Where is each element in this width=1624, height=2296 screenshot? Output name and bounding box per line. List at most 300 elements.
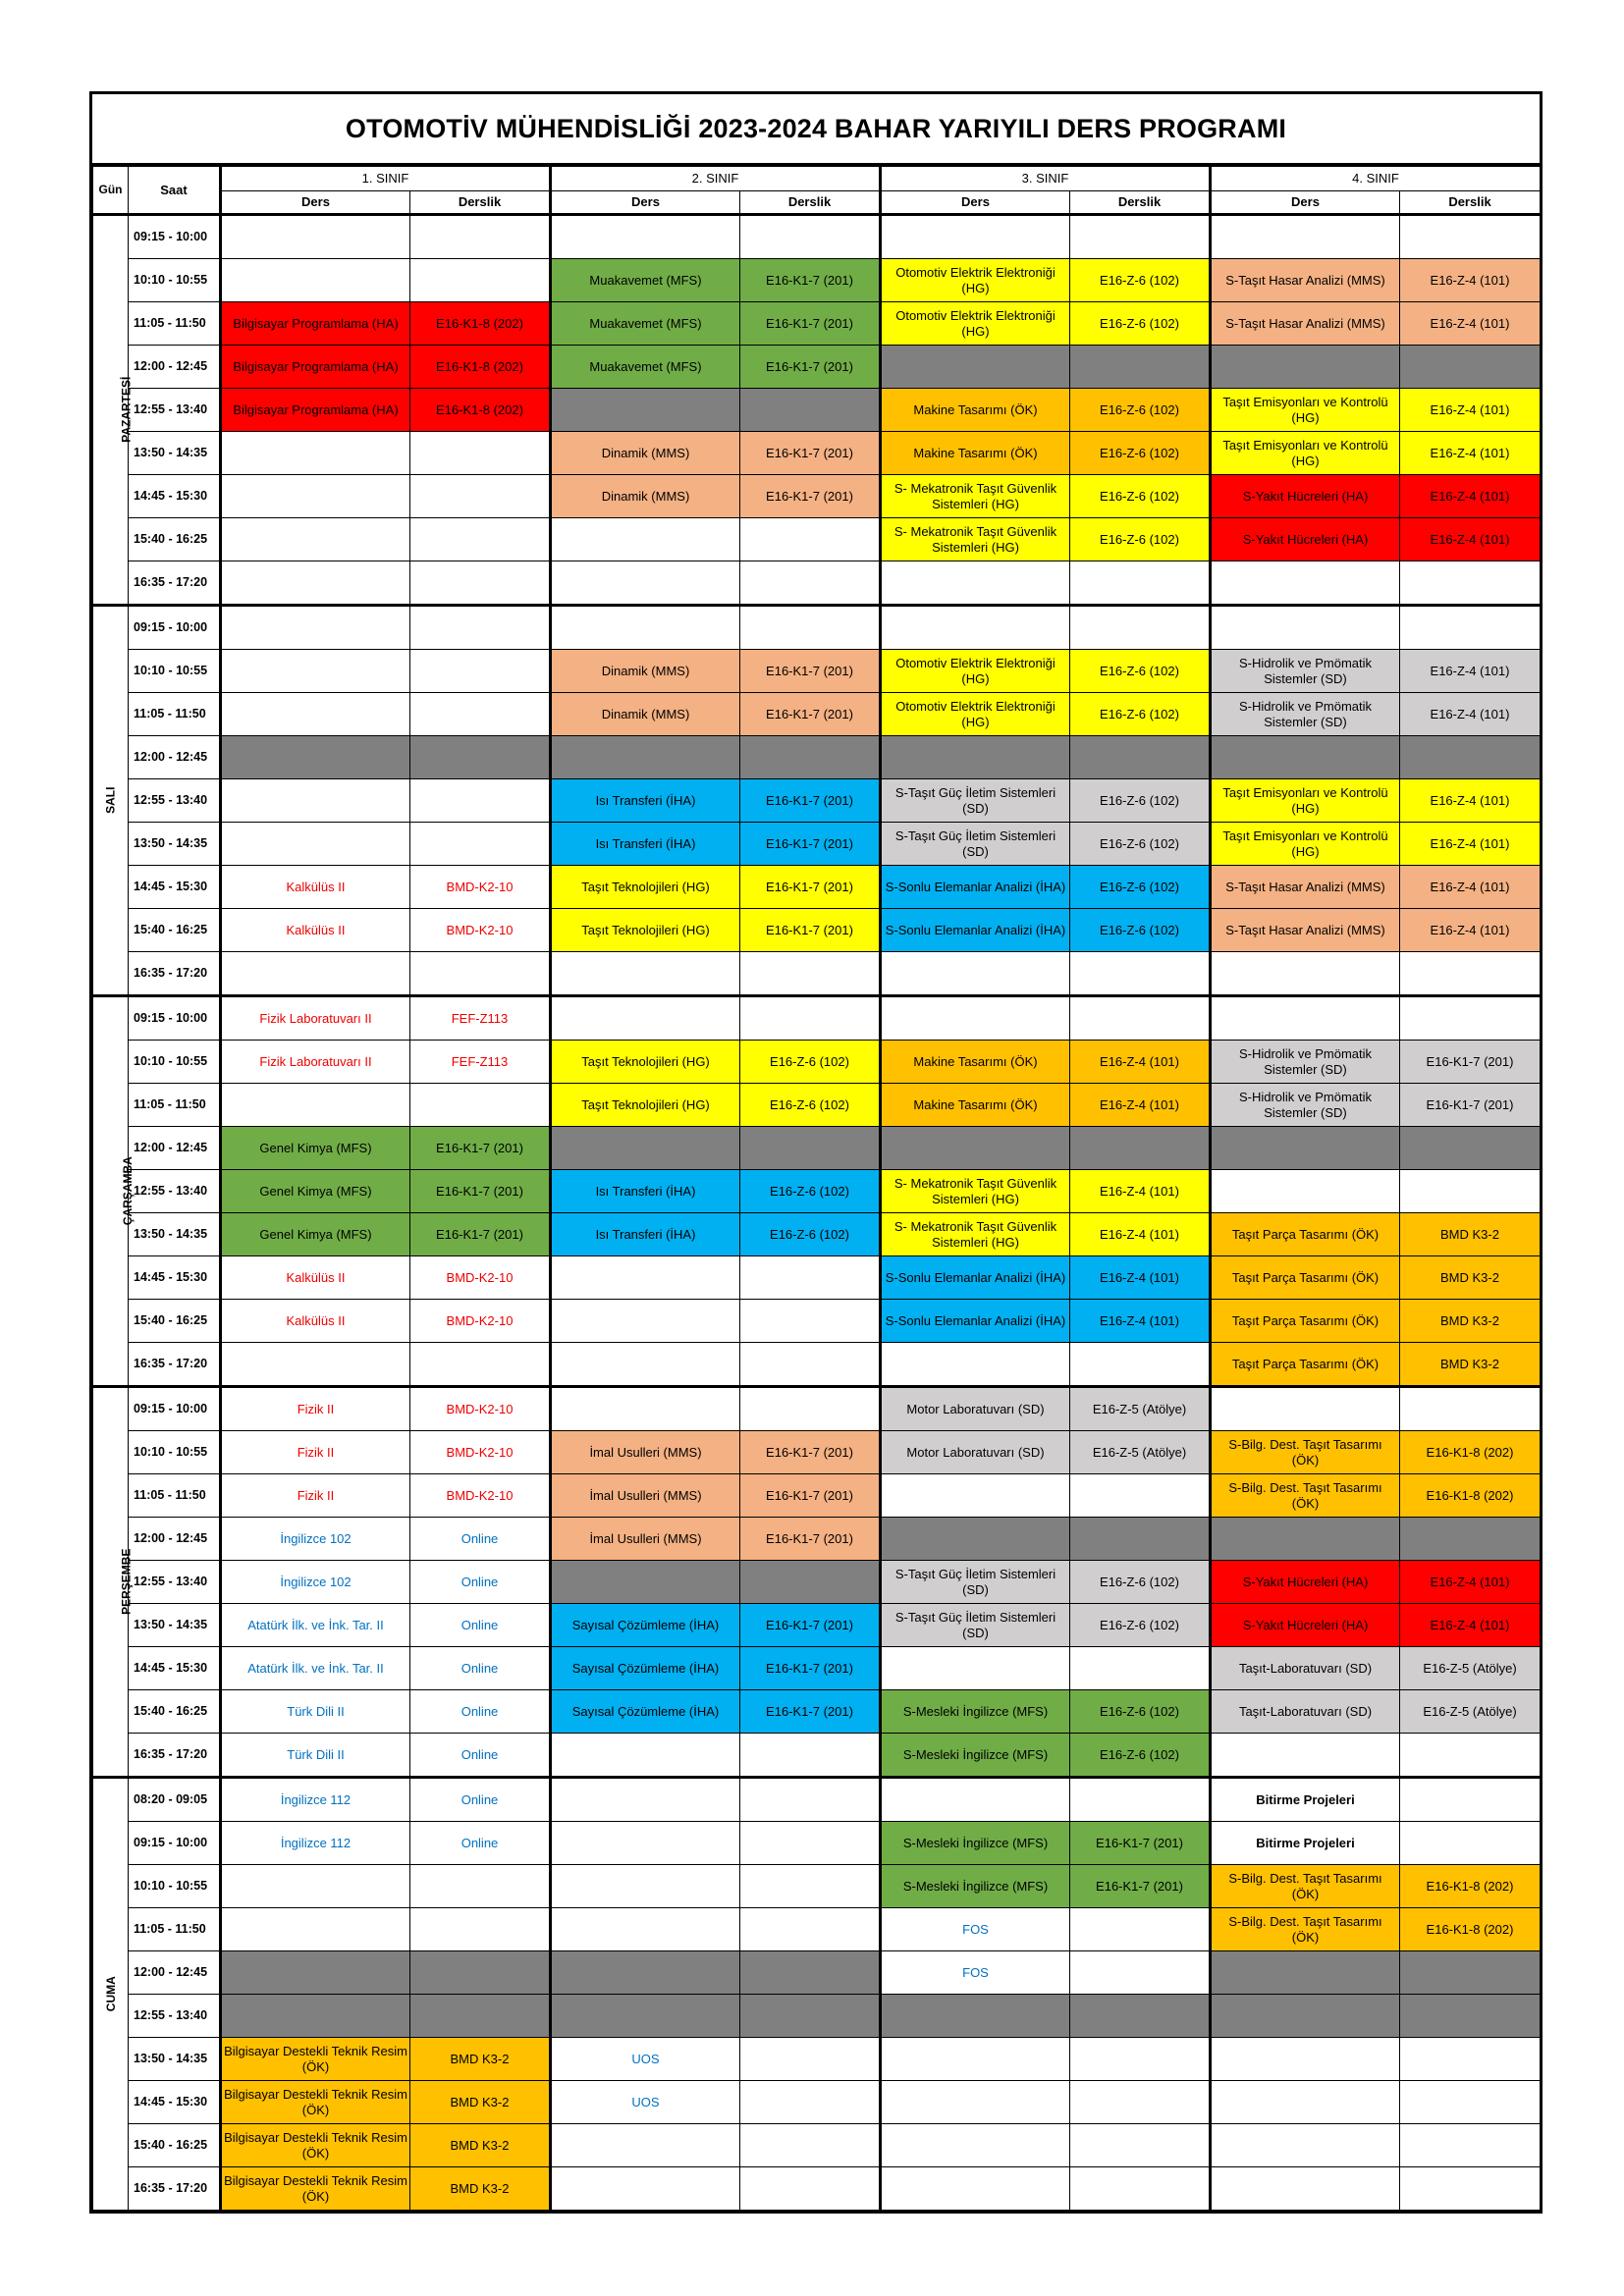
header-ders: Ders [881,191,1070,215]
room-cell: E16-K1-7 (201) [740,302,881,346]
course-cell: Isı Transferi (İHA) [551,1213,740,1256]
course-cell: UOS [551,2081,740,2124]
course-cell: S-Yakıt Hücreleri (HA) [1211,475,1400,518]
time-slot: 09:15 - 10:00 [129,996,221,1041]
course-cell: Dinamik (MMS) [551,693,740,736]
course-cell [551,606,740,650]
room-cell: BMD-K2-10 [410,866,551,909]
time-slot: 15:40 - 16:25 [129,2124,221,2167]
room-cell [410,1343,551,1387]
course-cell: FOS [881,1951,1070,1995]
time-slot: 12:00 - 12:45 [129,1127,221,1170]
course-cell [221,823,410,866]
course-cell: S-Bilg. Dest. Taşıt Tasarımı (ÖK) [1211,1431,1400,1474]
schedule-table [92,166,1541,2211]
course-cell [221,215,410,259]
course-cell: Kalkülüs II [221,909,410,952]
course-cell: Taşıt Emisyonları ve Kontrolü (HG) [1211,432,1400,475]
course-cell [551,518,740,561]
room-cell: E16-Z-4 (101) [1400,1604,1541,1647]
room-cell [740,1127,881,1170]
room-cell [1070,1995,1211,2038]
header-derslik: Derslik [410,191,551,215]
course-cell: Bilgisayar Destekli Teknik Resim (ÖK) [221,2167,410,2211]
course-cell: Genel Kimya (MFS) [221,1170,410,1213]
page-title: OTOMOTİV MÜHENDİSLİĞİ 2023-2024 BAHAR YARIYILI DERS PROGRAMI [92,94,1540,166]
room-cell: E16-Z-4 (101) [1400,518,1541,561]
room-cell: E16-Z-5 (Atölye) [1400,1647,1541,1690]
room-cell: E16-K1-7 (201) [1070,1822,1211,1865]
time-slot: 15:40 - 16:25 [129,1300,221,1343]
time-slot: 11:05 - 11:50 [129,1908,221,1951]
room-cell [1070,1343,1211,1387]
schedule-row [93,823,1541,866]
room-cell [1070,1951,1211,1995]
course-cell [221,259,410,302]
room-cell: E16-Z-6 (102) [740,1213,881,1256]
course-cell: S-Taşıt Hasar Analizi (MMS) [1211,909,1400,952]
room-cell [1070,606,1211,650]
course-cell: Makine Tasarımı (ÖK) [881,1041,1070,1084]
course-cell [881,2081,1070,2124]
room-cell: Online [410,1604,551,1647]
course-cell: Dinamik (MMS) [551,432,740,475]
schedule-row [93,1778,1541,1822]
header-class-4: 4. SINIF [1211,167,1541,191]
course-cell [551,1387,740,1431]
course-cell: Otomotiv Elektrik Elektroniği (HG) [881,259,1070,302]
course-cell [881,561,1070,606]
course-cell: Sayısal Çözümleme (İHA) [551,1647,740,1690]
room-cell: E16-Z-6 (102) [740,1041,881,1084]
room-cell: E16-Z-6 (102) [1070,823,1211,866]
header-saat: Saat [129,167,221,215]
time-slot: 16:35 - 17:20 [129,1734,221,1778]
course-cell: S-Mesleki İngilizce (MFS) [881,1734,1070,1778]
course-cell [1211,1951,1400,1995]
schedule-row [93,1084,1541,1127]
room-cell: E16-K1-7 (201) [1400,1084,1541,1127]
course-cell: Sayısal Çözümleme (İHA) [551,1604,740,1647]
room-cell [1070,2124,1211,2167]
room-cell: E16-K1-7 (201) [740,909,881,952]
course-cell: Taşıt Parça Tasarımı (ÖK) [1211,1300,1400,1343]
time-slot: 10:10 - 10:55 [129,1865,221,1908]
room-cell [1400,561,1541,606]
room-cell: E16-Z-4 (101) [1400,432,1541,475]
course-cell: Fizik II [221,1387,410,1431]
course-cell [881,2167,1070,2211]
course-cell: Dinamik (MMS) [551,475,740,518]
course-cell: S-Mesleki İngilizce (MFS) [881,1690,1070,1734]
schedule-row [93,1518,1541,1561]
room-cell: E16-K1-7 (201) [740,779,881,823]
time-slot: 13:50 - 14:35 [129,432,221,475]
room-cell: BMD-K2-10 [410,1387,551,1431]
room-cell [740,2124,881,2167]
room-cell [1400,215,1541,259]
course-cell: Bilgisayar Programlama (HA) [221,389,410,432]
schedule-row [93,1647,1541,1690]
room-cell: BMD K3-2 [410,2124,551,2167]
room-cell: Online [410,1690,551,1734]
course-cell: Genel Kimya (MFS) [221,1127,410,1170]
room-cell [410,215,551,259]
course-cell: Bilgisayar Programlama (HA) [221,302,410,346]
course-cell: S-Hidrolik ve Pmömatik Sistemler (SD) [1211,1041,1400,1084]
course-cell [881,1343,1070,1387]
schedule-row [93,1995,1541,2038]
room-cell [410,693,551,736]
schedule-row [93,996,1541,1041]
room-cell [740,518,881,561]
room-cell: Online [410,1822,551,1865]
room-cell [1400,952,1541,996]
course-cell [1211,346,1400,389]
room-cell: Online [410,1518,551,1561]
room-cell [1070,346,1211,389]
room-cell [740,1300,881,1343]
course-cell [551,1734,740,1778]
room-cell: E16-Z-4 (101) [1070,1041,1211,1084]
room-cell: E16-K1-8 (202) [1400,1474,1541,1518]
header-ders: Ders [1211,191,1400,215]
room-cell [1400,1951,1541,1995]
room-cell: E16-Z-6 (102) [1070,1604,1211,1647]
room-cell: E16-K1-7 (201) [740,823,881,866]
room-cell: E16-Z-6 (102) [1070,302,1211,346]
day-name: ÇARŞAMBA [120,1156,135,1226]
room-cell: Online [410,1734,551,1778]
course-cell [551,1343,740,1387]
room-cell: E16-K1-7 (201) [1400,1041,1541,1084]
course-cell [221,1084,410,1127]
room-cell: FEF-Z113 [410,1041,551,1084]
course-cell [881,346,1070,389]
time-slot: 15:40 - 16:25 [129,1690,221,1734]
room-cell: E16-Z-6 (102) [1070,779,1211,823]
course-cell [881,1518,1070,1561]
time-slot: 11:05 - 11:50 [129,1474,221,1518]
room-cell: E16-Z-4 (101) [1400,1561,1541,1604]
day-label [93,215,134,606]
room-cell [410,1951,551,1995]
course-cell: S-Mesleki İngilizce (MFS) [881,1865,1070,1908]
schedule-row [93,1734,1541,1778]
room-cell [1070,1127,1211,1170]
room-cell: Online [410,1778,551,1822]
room-cell [1400,2167,1541,2211]
room-cell [410,1995,551,2038]
room-cell: FEF-Z113 [410,996,551,1041]
course-cell: Bilgisayar Destekli Teknik Resim (ÖK) [221,2124,410,2167]
room-cell: E16-K1-7 (201) [740,1431,881,1474]
time-slot: 08:20 - 09:05 [129,1778,221,1822]
room-cell: E16-K1-8 (202) [1400,1431,1541,1474]
room-cell [1400,346,1541,389]
course-cell [221,650,410,693]
course-cell: Otomotiv Elektrik Elektroniği (HG) [881,693,1070,736]
course-cell [1211,996,1400,1041]
room-cell: E16-Z-6 (102) [1070,650,1211,693]
course-cell [551,1256,740,1300]
course-cell [551,1127,740,1170]
course-cell: S-Taşıt Hasar Analizi (MMS) [1211,302,1400,346]
room-cell [740,1561,881,1604]
room-cell: E16-Z-4 (101) [1070,1213,1211,1256]
course-cell: Bilgisayar Destekli Teknik Resim (ÖK) [221,2038,410,2081]
course-cell [221,736,410,779]
course-cell: Makine Tasarımı (ÖK) [881,389,1070,432]
room-cell [410,475,551,518]
course-cell [221,432,410,475]
room-cell [1400,1170,1541,1213]
time-slot: 11:05 - 11:50 [129,693,221,736]
room-cell: Online [410,1561,551,1604]
course-cell: Isı Transferi (İHA) [551,1170,740,1213]
schedule-row [93,1256,1541,1300]
room-cell: E16-K1-7 (201) [740,693,881,736]
room-cell [740,952,881,996]
course-cell: Taşıt Teknolojileri (HG) [551,1041,740,1084]
header-derslik: Derslik [1070,191,1211,215]
course-cell: S-Hidrolik ve Pmömatik Sistemler (SD) [1211,1084,1400,1127]
course-cell: İngilizce 112 [221,1778,410,1822]
room-cell [740,1778,881,1822]
course-cell [1211,1995,1400,2038]
room-cell [740,1908,881,1951]
course-cell [551,1822,740,1865]
room-cell: BMD K3-2 [1400,1343,1541,1387]
room-cell [740,736,881,779]
room-cell [1400,1518,1541,1561]
room-cell: E16-Z-6 (102) [1070,475,1211,518]
course-cell [881,996,1070,1041]
schedule-row [93,2038,1541,2081]
schedule-row [93,909,1541,952]
time-slot: 10:10 - 10:55 [129,1041,221,1084]
room-cell: BMD K3-2 [410,2167,551,2211]
room-cell [410,650,551,693]
course-cell: S-Taşıt Hasar Analizi (MMS) [1211,259,1400,302]
course-cell [221,1995,410,2038]
course-cell [881,606,1070,650]
course-cell [551,1995,740,2038]
room-cell [410,1908,551,1951]
room-cell: E16-Z-5 (Atölye) [1070,1431,1211,1474]
room-cell [1400,1387,1541,1431]
course-cell: Sayısal Çözümleme (İHA) [551,1690,740,1734]
schedule-row [93,2081,1541,2124]
course-cell [221,606,410,650]
room-cell [1070,215,1211,259]
course-cell: Fizik II [221,1474,410,1518]
schedule-row [93,302,1541,346]
room-cell [1070,1778,1211,1822]
schedule-row [93,952,1541,996]
course-cell: Türk Dili II [221,1690,410,1734]
course-cell [221,952,410,996]
room-cell [1070,2038,1211,2081]
room-cell: BMD K3-2 [1400,1213,1541,1256]
schedule-row [93,1300,1541,1343]
day-label [93,1778,129,2211]
time-slot: 14:45 - 15:30 [129,1256,221,1300]
course-cell: S- Mekatronik Taşıt Güvenlik Sistemleri (HG) [881,475,1070,518]
room-cell [740,389,881,432]
course-cell [221,1951,410,1995]
room-cell: E16-Z-6 (102) [740,1084,881,1127]
time-slot: 16:35 - 17:20 [129,2167,221,2211]
time-slot: 12:00 - 12:45 [129,1951,221,1995]
room-cell [740,2081,881,2124]
time-slot: 16:35 - 17:20 [129,1343,221,1387]
room-cell: BMD K3-2 [410,2038,551,2081]
room-cell [1400,1127,1541,1170]
course-cell: Taşıt Teknolojileri (HG) [551,909,740,952]
room-cell: BMD-K2-10 [410,1474,551,1518]
course-cell: Taşıt Teknolojileri (HG) [551,866,740,909]
room-cell: BMD K3-2 [1400,1256,1541,1300]
schedule-row [93,693,1541,736]
schedule-row [93,1343,1541,1387]
room-cell: E16-K1-7 (201) [740,1604,881,1647]
room-cell [1400,1995,1541,2038]
time-slot: 13:50 - 14:35 [129,1213,221,1256]
room-cell [1070,996,1211,1041]
room-cell [1400,2081,1541,2124]
room-cell: E16-Z-4 (101) [1400,909,1541,952]
schedule-row [93,518,1541,561]
schedule-row [93,475,1541,518]
course-cell [881,952,1070,996]
room-cell: BMD-K2-10 [410,1431,551,1474]
day-name: CUMA [103,1976,118,2012]
room-cell [1400,1734,1541,1778]
room-cell: E16-K1-8 (202) [410,302,551,346]
room-cell: E16-Z-4 (101) [1070,1170,1211,1213]
course-cell: S-Taşıt Güç İletim Sistemleri (SD) [881,823,1070,866]
course-cell: Taşıt Parça Tasarımı (ÖK) [1211,1343,1400,1387]
room-cell: E16-Z-4 (101) [1400,779,1541,823]
course-cell [551,952,740,996]
course-cell [221,561,410,606]
room-cell [740,1822,881,1865]
room-cell [1070,1518,1211,1561]
course-cell [1211,736,1400,779]
header-class-1: 1. SINIF [221,167,551,191]
course-cell: Fizik II [221,1431,410,1474]
room-cell [1070,2081,1211,2124]
room-cell [1400,606,1541,650]
room-cell: E16-Z-6 (102) [1070,389,1211,432]
course-cell [221,1865,410,1908]
schedule-row [93,561,1541,606]
room-cell [740,1256,881,1300]
schedule-row [93,2167,1541,2211]
room-cell [410,823,551,866]
room-cell [410,952,551,996]
room-cell [740,1343,881,1387]
schedule-row [93,1690,1541,1734]
course-cell: Taşıt Emisyonları ve Kontrolü (HG) [1211,389,1400,432]
course-cell [1211,1387,1400,1431]
room-cell [410,561,551,606]
time-slot: 11:05 - 11:50 [129,302,221,346]
course-cell [551,2124,740,2167]
schedule-row [93,606,1541,650]
time-slot: 12:55 - 13:40 [129,1170,221,1213]
course-cell: İmal Usulleri (MMS) [551,1518,740,1561]
room-cell: E16-Z-4 (101) [1400,650,1541,693]
course-cell: Kalkülüs II [221,1300,410,1343]
room-cell [1400,2124,1541,2167]
schedule-row [93,650,1541,693]
room-cell: E16-K1-7 (201) [410,1213,551,1256]
course-cell: Taşıt Parça Tasarımı (ÖK) [1211,1213,1400,1256]
time-slot: 13:50 - 14:35 [129,2038,221,2081]
course-cell [1211,1170,1400,1213]
time-slot: 13:50 - 14:35 [129,823,221,866]
room-cell: BMD K3-2 [410,2081,551,2124]
room-cell [1070,736,1211,779]
course-cell: S-Bilg. Dest. Taşıt Tasarımı (ÖK) [1211,1908,1400,1951]
room-cell [740,2038,881,2081]
room-cell: E16-Z-6 (102) [1070,909,1211,952]
schedule-row [93,1474,1541,1518]
schedule-row [93,779,1541,823]
course-cell [551,1865,740,1908]
room-cell [740,215,881,259]
course-cell: Taşıt-Laboratuvarı (SD) [1211,1647,1400,1690]
course-cell: Muakavemet (MFS) [551,259,740,302]
time-slot: 12:55 - 13:40 [129,1995,221,2038]
room-cell [740,606,881,650]
time-slot: 15:40 - 16:25 [129,909,221,952]
schedule-row [93,215,1541,259]
room-cell: E16-Z-6 (102) [740,1170,881,1213]
room-cell: E16-K1-7 (201) [740,259,881,302]
room-cell: E16-Z-6 (102) [1070,518,1211,561]
course-cell: Kalkülüs II [221,1256,410,1300]
time-slot: 12:00 - 12:45 [129,1518,221,1561]
course-cell [1211,215,1400,259]
room-cell [410,518,551,561]
room-cell [1070,1908,1211,1951]
schedule-row [93,1041,1541,1084]
course-cell: Dinamik (MMS) [551,650,740,693]
course-cell [551,1908,740,1951]
course-cell [881,2124,1070,2167]
course-cell [551,736,740,779]
room-cell: E16-K1-7 (201) [410,1127,551,1170]
room-cell [1070,561,1211,606]
schedule-row [93,2124,1541,2167]
time-slot: 12:00 - 12:45 [129,346,221,389]
time-slot: 16:35 - 17:20 [129,952,221,996]
course-cell: Motor Laboratuvarı (SD) [881,1431,1070,1474]
course-cell: S-Taşıt Hasar Analizi (MMS) [1211,866,1400,909]
room-cell [740,1387,881,1431]
room-cell [1400,736,1541,779]
room-cell: E16-Z-6 (102) [1070,259,1211,302]
course-cell [881,1778,1070,1822]
course-cell: S- Mekatronik Taşıt Güvenlik Sistemleri (HG) [881,518,1070,561]
time-slot: 12:55 - 13:40 [129,389,221,432]
course-cell [1211,1127,1400,1170]
course-cell: Taşıt Teknolojileri (HG) [551,1084,740,1127]
room-cell [1070,1474,1211,1518]
